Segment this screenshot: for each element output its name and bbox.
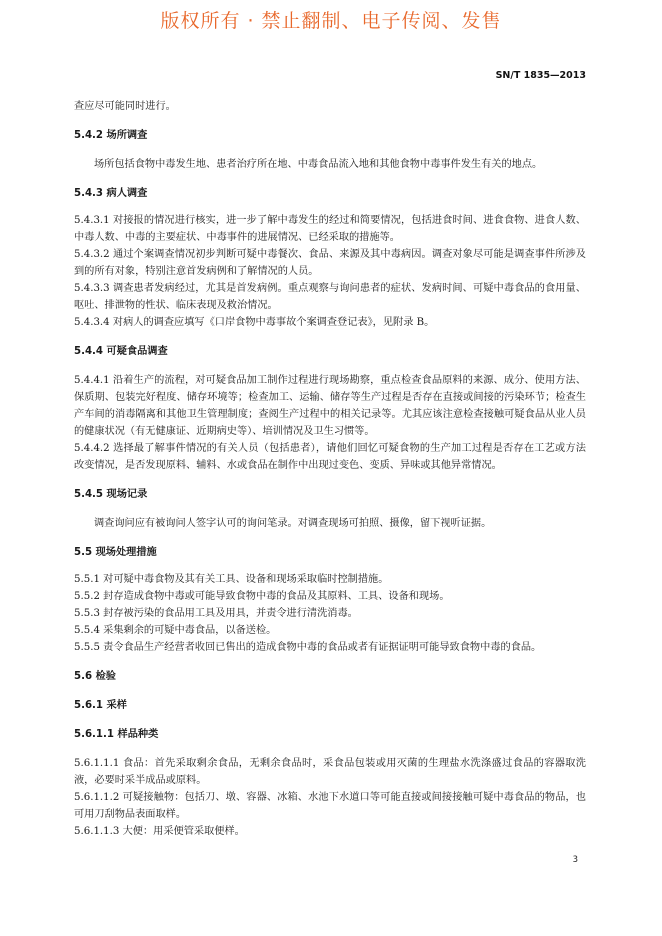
section-heading-5-6: 5.6 检验	[74, 671, 116, 682]
paragraph: 5.5.4 采集剩余的可疑中毒食品，以备送检。	[74, 625, 277, 636]
paragraph: 5.5.3 封存被污染的食品用工具及用具，并责令进行清洗消毒。	[74, 608, 358, 619]
paragraph: 5.5.1 对可疑中毒食物及其有关工具、设备和现场采取临时控制措施。	[74, 574, 389, 585]
paragraph: 调查询问应有被询问人签字认可的询问笔录。对调查现场可拍照、摄像，留下视听证据。	[94, 518, 492, 529]
paragraph: 5.6.1.1.2 可疑接触物：包括刀、墩、容器、冰箱、水池下水道口等可能直接或间接接触可疑中毒食品的物品，也可用刀刮物品表面取样。	[74, 792, 586, 820]
paragraph: 查应尽可能同时进行。	[74, 101, 176, 112]
watermark: 版权所有 · 禁止翻制、电子传阅、发售	[160, 10, 502, 32]
section-heading-5-6-1-1: 5.6.1.1 样品种类	[74, 729, 159, 740]
paragraph: 场所包括食物中毒发生地、患者治疗所在地、中毒食品流入地和其他食物中毒事件发生有关的地点。	[94, 159, 543, 170]
paragraph: 5.6.1.1.1 食品：首先采取剩余食品，无剩余食品时，采食品包装或用灭菌的生理盐水洗涤盛过食品的容器取洗液，必要时采半成品或原料。	[74, 758, 586, 786]
section-heading-5-4-2: 5.4.2 场所调查	[74, 130, 148, 141]
section-heading-5-6-1: 5.6.1 采样	[74, 700, 127, 711]
paragraph: 5.5.5 责令食品生产经营者收回已售出的造成食物中毒的食品或者有证据证明可能导致食物中毒的食品。	[74, 642, 542, 653]
paragraph: 5.4.3.4 对病人的调查应填写《口岸食物中毒事故个案调查登记表》，见附录 B。	[74, 317, 435, 328]
section-heading-5-5: 5.5 现场处理措施	[74, 547, 157, 558]
paragraph: 5.4.4.2 选择最了解事件情况的有关人员（包括患者），请他们回忆可疑食物的生产加工过程是否存在工艺或方法改变情况，是否发现原料、辅料、水或食品在制作中出现过变色、变质、异味或其他异常情况。	[74, 443, 586, 471]
section-heading-5-4-4: 5.4.4 可疑食品调查	[74, 346, 168, 357]
paragraph: 5.4.3.3 调查患者发病经过，尤其是首发病例。重点观察与询问患者的症状、发病时间、可疑中毒食品的食用量、呕吐、排泄物的性状、临床表现及救治情况。	[74, 283, 586, 311]
document-body	[74, 98, 586, 840]
paragraph: 5.6.1.1.3 大便：用采便管采取便样。	[74, 826, 245, 837]
section-heading-5-4-3: 5.4.3 病人调查	[74, 188, 148, 199]
paragraph: 5.4.3.1 对接报的情况进行核实，进一步了解中毒发生的经过和简要情况，包括进食时间、进食食物、进食人数、中毒人数、中毒的主要症状、中毒事件的进展情况、已经采取的措施等。	[74, 215, 586, 243]
page-number: 3	[572, 855, 578, 865]
standard-code: SN/T 1835—2013	[495, 70, 586, 81]
paragraph: 5.5.2 封存造成食物中毒或可能导致食物中毒的食品及其原料、工具、设备和现场。	[74, 591, 450, 602]
section-heading-5-4-5: 5.4.5 现场记录	[74, 489, 148, 500]
paragraph: 5.4.3.2 通过个案调查情况初步判断可疑中毒餐次、食品、来源及其中毒病因。调查对象尽可能是调查事件所涉及到的所有对象，特别注意首发病例和了解情况的人员。	[74, 249, 586, 277]
paragraph: 5.4.4.1 沿着生产的流程，对可疑食品加工制作过程进行现场勘察，重点检查食品原料的来源、成分、使用方法、保质期、包装完好程度、储存环境等；检查加工、运输、储存等生产过程是否存在直接或间接的污染环节；检查生产车间的消毒隔离和其他卫生管理制度；查阅生产过程中的相关记录等。尤其应该注意检查接触可疑食品从业人员的健康状况（有无健康证、近期病史等）、培训情况及卫生习惯等。	[74, 375, 586, 437]
